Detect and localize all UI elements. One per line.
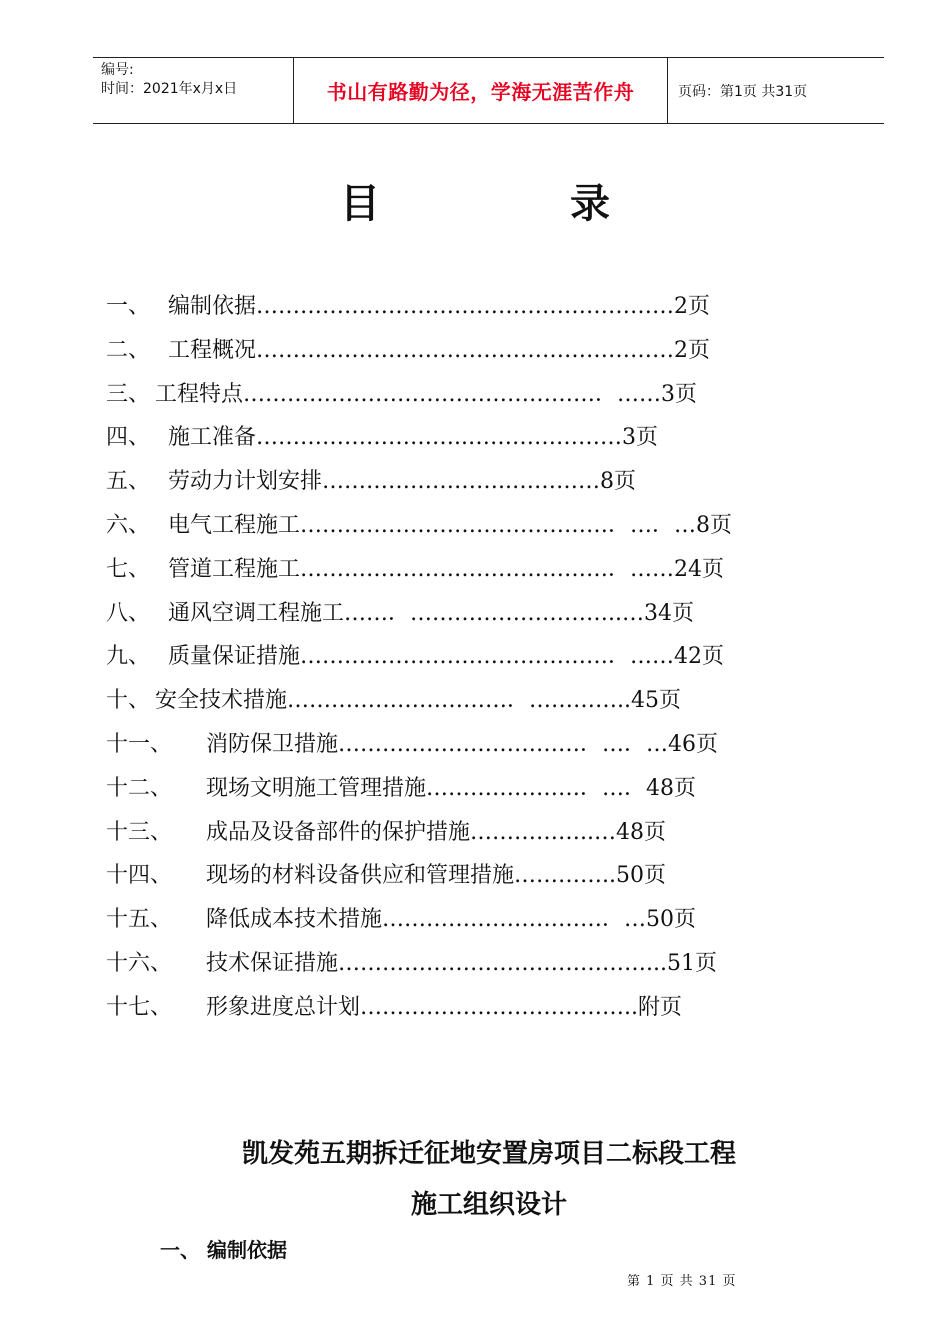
page-footer: 第 1 页 共 31 页: [627, 1274, 737, 1289]
toc-item: [106, 898, 806, 942]
toc-item: [106, 811, 806, 855]
toc-item-leader-page: ……………………………．…．…46页: [338, 731, 719, 757]
toc-item: [106, 285, 806, 329]
toc-item: [106, 767, 806, 811]
toc-item-leader-page: …………………………．…50页: [382, 907, 697, 933]
toc-item-number: 三、: [106, 381, 151, 407]
toc-item-number: 七、: [106, 556, 151, 582]
toc-item-leader-page: ……………..…48页: [470, 819, 666, 845]
toc-item-label: 编制依据: [168, 294, 257, 319]
toc-item: [106, 548, 806, 592]
toc-item-number: 十五、: [106, 907, 173, 933]
toc-item-label: 现场文明施工管理措施: [206, 775, 427, 801]
toc-item-label: 成品及设备部件的保护措施: [206, 819, 471, 845]
toc-item: [106, 329, 806, 373]
document-title: 凯发苑五期拆迁征地安置房项目二标段工程: [241, 1139, 736, 1169]
toc-item-label: 施工准备: [168, 425, 257, 451]
toc-item-leader-page: ………………………………..附页: [360, 994, 683, 1020]
toc-item-label: 质量保证措施: [168, 644, 301, 670]
toc-item-leader-page: ……………………………………．…．…8页: [300, 512, 733, 538]
toc-item-number: 六、: [106, 512, 151, 538]
toc-item: [106, 986, 806, 1030]
toc-item-number: 十一、: [106, 731, 173, 757]
toc-title: 目录: [340, 181, 800, 227]
toc-item-number: 十、: [106, 688, 151, 714]
toc-item: [106, 635, 806, 679]
toc-item-label: 技术保证措施: [206, 950, 339, 976]
toc-item-leader-page: ……．………………………..…34页: [344, 600, 694, 626]
toc-item-label: 工程特点: [155, 381, 244, 407]
toc-item-leader-page: …………………………………………………2页: [256, 294, 711, 319]
toc-item-label: 安全技术措施: [155, 688, 288, 714]
toc-item: [106, 504, 806, 548]
toc-item: [106, 592, 806, 636]
header-meta: [93, 58, 294, 123]
toc-item-number: 十二、: [106, 775, 173, 801]
toc-item-leader-page: …………………．…．48页: [426, 775, 697, 801]
toc-item-number: 八、: [106, 600, 151, 626]
toc-item: [106, 416, 806, 460]
toc-item-leader-page: …………………………．…………..45页: [287, 688, 681, 714]
toc-item: [106, 373, 806, 417]
toc-item-number: 二、: [106, 337, 151, 363]
toc-item-leader-page: …………..50页: [514, 863, 666, 889]
toc-item-label: 劳动力计划安排: [168, 469, 323, 495]
toc-item-number: 九、: [106, 644, 151, 670]
toc-item-leader-page: …………………………………………．……3页: [243, 381, 698, 407]
toc-item-leader-page: …………………………………………………2页: [256, 337, 711, 363]
toc-item: [106, 460, 806, 504]
toc-item-number: 十七、: [106, 994, 173, 1020]
number-label: 编号:: [101, 62, 134, 78]
toc-item: [106, 854, 806, 898]
toc-item-label: 通风空调工程施工: [168, 600, 345, 626]
header-motto: 书山有路勤为径，学海无涯苦作舟: [294, 58, 668, 123]
toc-item-leader-page: ………………………..…………………3页: [256, 425, 658, 451]
toc-item-leader-page: ……………………………………...51页: [338, 950, 717, 976]
toc-item-number: 五、: [106, 469, 151, 495]
header-page-info: 页码：第1页 共31页: [678, 83, 808, 100]
document-subtitle: 施工组织设计: [410, 1190, 567, 1220]
toc-item-label: 降低成本技术措施: [206, 907, 383, 933]
toc-item-number: 四、: [106, 425, 151, 451]
toc-item-label: 现场的材料设备供应和管理措施: [206, 863, 515, 889]
toc-item-number: 一、: [106, 294, 151, 319]
toc-item-leader-page: ……………………………………．……24页: [300, 556, 725, 582]
toc-item-leader-page: ……………………..…………8页: [322, 469, 636, 495]
time-label: 时间：2021年x月x日: [101, 81, 238, 97]
toc-item-label: 管道工程施工: [168, 556, 301, 582]
toc-item-label: 电气工程施工: [168, 512, 301, 538]
toc-item-number: 十三、: [106, 819, 173, 845]
table-of-contents: [106, 285, 806, 1030]
toc-item-number: 十六、: [106, 950, 173, 976]
toc-item-label: 工程概况: [168, 337, 257, 363]
toc-item-label: 形象进度总计划: [206, 994, 361, 1020]
toc-item: [106, 942, 806, 986]
page-header: [93, 57, 884, 124]
toc-item-number: 十四、: [106, 863, 173, 889]
toc-item: [106, 679, 806, 723]
section-heading: 一、 编制依据: [160, 1238, 287, 1262]
toc-item-leader-page: ……………………………………．……42页: [300, 644, 725, 670]
toc-item-label: 消防保卫措施: [206, 731, 339, 757]
toc-item: [106, 723, 806, 767]
